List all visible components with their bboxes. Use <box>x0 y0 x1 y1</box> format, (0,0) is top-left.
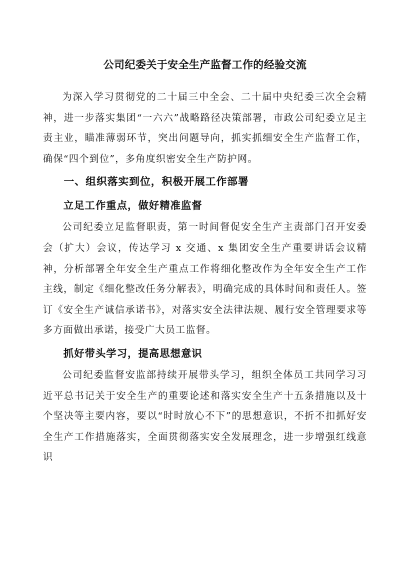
document-title: 公司纪委关于安全生产监督工作的经验交流 <box>103 59 307 71</box>
intro-paragraph: 为深入学习贯彻党的二十届三中全会、二十届中央纪委三次全会精神，进一步落实集团“一六六”战略路径决策部署，市政公司纪委立足主责主业，瞄准薄弱环节，突出问题导向，抓实抓细安全生产监督工作，确保“四个到位”，多角度织密安全生产防护网。 <box>43 92 367 165</box>
subsection-heading-study: 抓好带头学习，提高思想意识 <box>63 347 203 360</box>
subsection-paragraph-study: 公司纪委监督安监部持续开展带头学习，组织全体员工共同学习习近平总书记关于安全生产的重要论述和落实安全生产十五条措施以及十个坚决等主要内容，要以“时时放心不下”的思想意识，不折不扣抓好安全生产工作措施落实，全面贯彻落实安全发展理念，进一步增强红线意识 <box>43 369 367 464</box>
subsection-paragraph-precise-supervision: 公司纪委立足监督职责，第一时间督促安全生产主责部门召开安委会（扩大）会议，传达学习 x 交通、x 集团安全生产重要讲话会议精神，分析部署全年安全生产重点工作将细化整改作为全年安全生产工作主线，制定《细化整改任务分解表》，明确完成的具体时间和责任人。签订《安全生产诚信承诺书》，对落实安全法律法规、履行安全管理要求等多方面做出承诺，接受广大员工监督。 <box>43 222 367 337</box>
subsection-heading-precise-supervision: 立足工作重点，做好精准监督 <box>63 200 203 213</box>
section-heading: 一、组织落实到位，积极开展工作部署 <box>63 176 249 189</box>
